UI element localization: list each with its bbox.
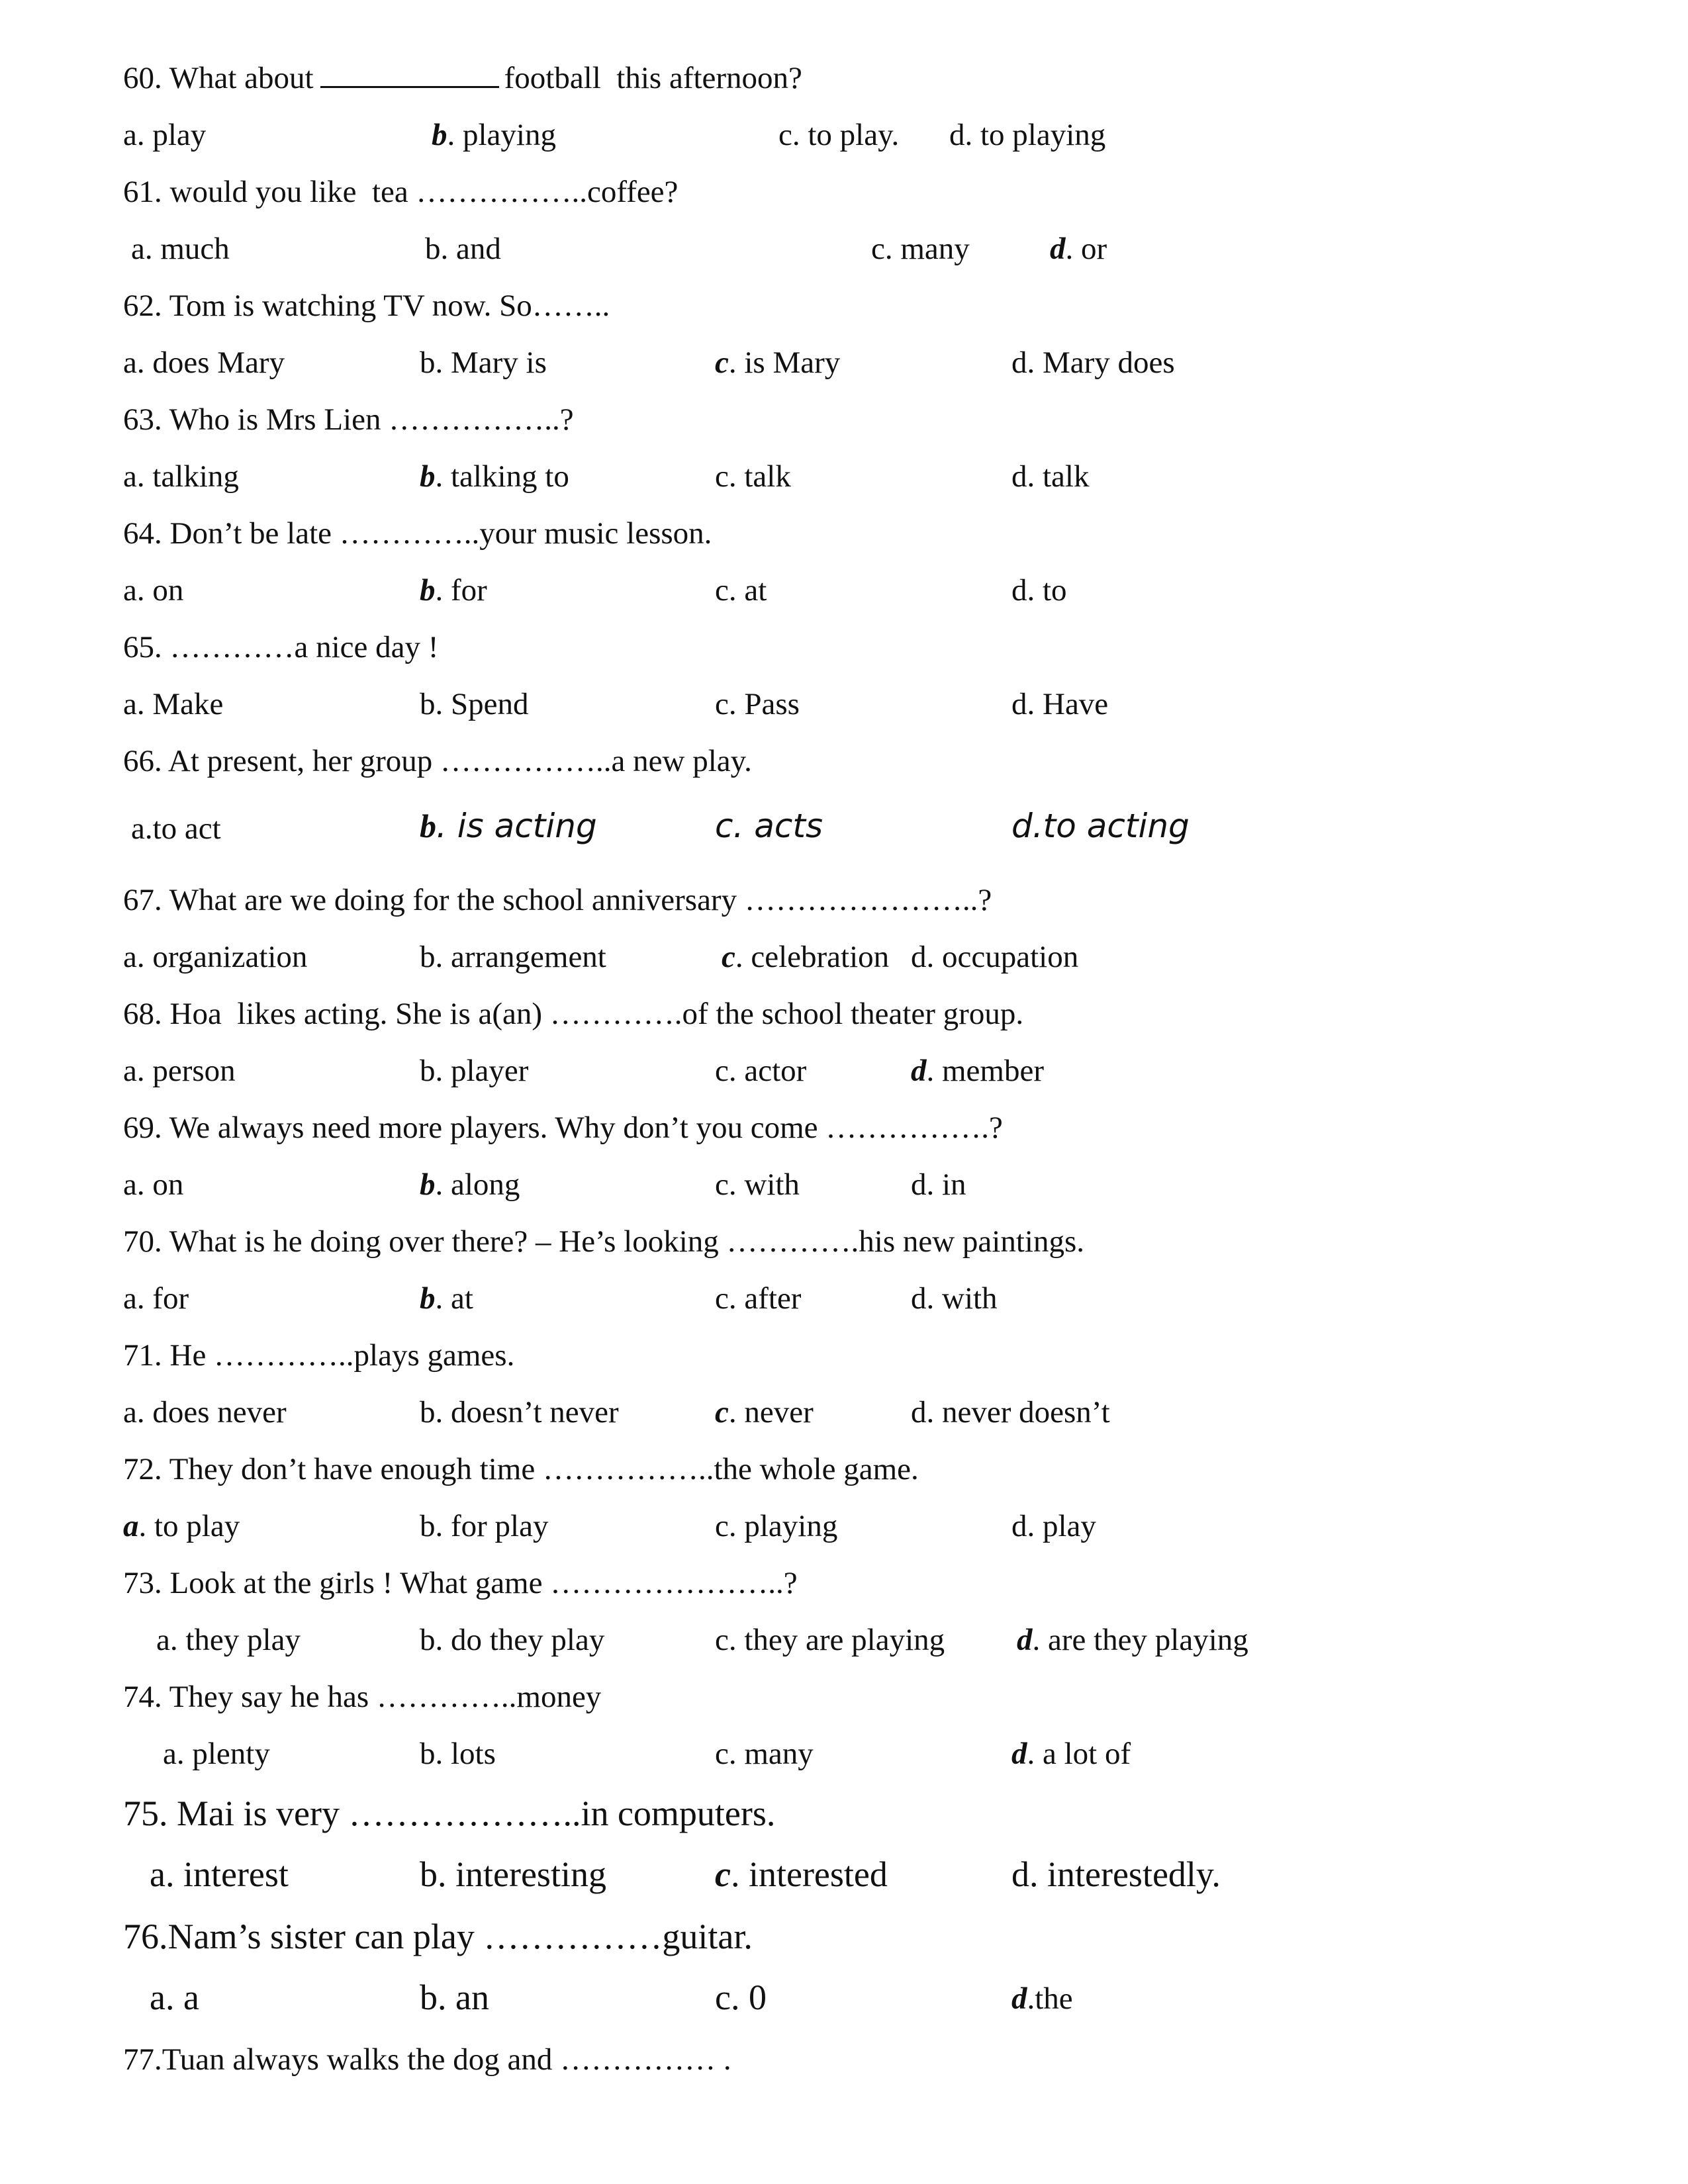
option-a: a. much (131, 232, 230, 266)
option-b: b. arrangement (420, 940, 606, 974)
option-a: a. person (123, 1054, 236, 1088)
option-d: d. a lot of (1011, 1737, 1131, 1771)
question-61: 61. would you like tea ……………..coffee? (123, 175, 679, 209)
option-c: c. to play. (778, 118, 900, 152)
option-a: a. a (150, 1978, 199, 2017)
option-d: d. member (911, 1054, 1044, 1088)
option-b: b. for (420, 573, 487, 608)
option-a: a. on (123, 573, 184, 608)
option-d: d. Have (1011, 687, 1109, 721)
option-b: b. Mary is (420, 345, 547, 380)
option-c: c. playing (715, 1509, 838, 1543)
option-c: c. actor (715, 1054, 807, 1088)
option-c: c. after (715, 1281, 802, 1316)
question-60 (123, 60, 802, 97)
question-66: 66. At present, her group ……………..a new play. (123, 744, 752, 778)
option-a: a. does never (123, 1395, 287, 1430)
question-62: 62. Tom is watching TV now. So…….. (123, 289, 610, 323)
question-63: 63. Who is Mrs Lien ……………..? (123, 402, 574, 437)
question-76: 76.Nam’s sister can play ……………guitar. (123, 1917, 753, 1956)
option-c: c. talk (715, 459, 791, 494)
option-d: d. never doesn’t (911, 1395, 1110, 1430)
option-d: d. occupation (911, 940, 1079, 974)
option-b: b. Spend (420, 687, 529, 721)
option-a: a. for (123, 1281, 189, 1316)
option-a: a. plenty (163, 1737, 270, 1771)
option-b: b. at (420, 1281, 473, 1316)
question-75: 75. Mai is very ………………..in computers. (123, 1794, 776, 1833)
option-b: b. playing (432, 118, 556, 152)
option-d: d. with (911, 1281, 998, 1316)
option-b: b. along (420, 1167, 520, 1202)
option-b: b. for play (420, 1509, 549, 1543)
option-d: d. Mary does (1011, 345, 1175, 380)
option-a: a. interest (150, 1854, 289, 1894)
option-c: c. interested (715, 1854, 888, 1894)
question-stem-end: football this afternoon? (504, 61, 802, 95)
option-b: b. talking to (420, 459, 569, 494)
option-c: c. never (715, 1395, 814, 1430)
option-a: a. on (123, 1167, 184, 1202)
question-71: 71. He …………..plays games. (123, 1338, 515, 1373)
option-a: a.to act (131, 811, 221, 846)
question-73: 73. Look at the girls ! What game …………………..? (123, 1566, 798, 1600)
option-b: b. an (420, 1978, 489, 2017)
question-74: 74. They say he has …………..money (123, 1680, 602, 1714)
option-b: b. is acting (420, 807, 597, 845)
option-a: a. play (123, 118, 207, 152)
option-d: d. interestedly. (1011, 1854, 1221, 1894)
option-b: b. do they play (420, 1623, 605, 1657)
option-b: b. doesn’t never (420, 1395, 619, 1430)
option-d: d. play (1011, 1509, 1096, 1543)
question-67: 67. What are we doing for the school anniversary …………………..? (123, 883, 992, 917)
option-d: d. or (1050, 232, 1107, 266)
option-c: c. Pass (715, 687, 800, 721)
option-a: a. organization (123, 940, 308, 974)
option-b: b. lots (420, 1737, 496, 1771)
question-stem: 60. What about (123, 61, 314, 95)
option-b: b. interesting (420, 1854, 606, 1894)
answer-blank (320, 60, 499, 88)
question-64: 64. Don’t be late …………..your music lesson. (123, 516, 712, 551)
question-70: 70. What is he doing over there? – He’s looking ………….his new paintings. (123, 1224, 1084, 1259)
option-d: d.to acting (1011, 807, 1190, 845)
option-d: d.the (1011, 1981, 1073, 2016)
option-b: b. and (425, 232, 501, 266)
option-c: c. is Mary (715, 345, 841, 380)
option-c: c. acts (715, 807, 823, 845)
option-d: d. to (1011, 573, 1067, 608)
question-69: 69. We always need more players. Why don’t you come …………….? (123, 1111, 1003, 1145)
option-c: c. many (871, 232, 970, 266)
option-c: c. celebration (722, 940, 890, 974)
option-d: d. to playing (949, 118, 1106, 152)
question-72: 72. They don’t have enough time ……………..the whole game. (123, 1452, 919, 1486)
option-d: d. in (911, 1167, 966, 1202)
option-d: d. talk (1011, 459, 1090, 494)
option-a: a. does Mary (123, 345, 285, 380)
question-68: 68. Hoa likes acting. She is a(an) ………….of the school theater group. (123, 997, 1024, 1031)
question-65: 65. …………a nice day ! (123, 630, 439, 664)
option-d: d. are they playing (1017, 1623, 1248, 1657)
option-c: c. 0 (715, 1978, 767, 2017)
option-a: a. Make (123, 687, 224, 721)
option-a: a. to play (123, 1509, 240, 1543)
option-a: a. they play (156, 1623, 301, 1657)
option-b: b. player (420, 1054, 529, 1088)
question-77: 77.Tuan always walks the dog and …………… . (123, 2042, 731, 2077)
option-c: c. many (715, 1737, 814, 1771)
option-a: a. talking (123, 459, 239, 494)
option-c: c. they are playing (715, 1623, 945, 1657)
option-c: c. at (715, 573, 767, 608)
option-c: c. with (715, 1167, 800, 1202)
